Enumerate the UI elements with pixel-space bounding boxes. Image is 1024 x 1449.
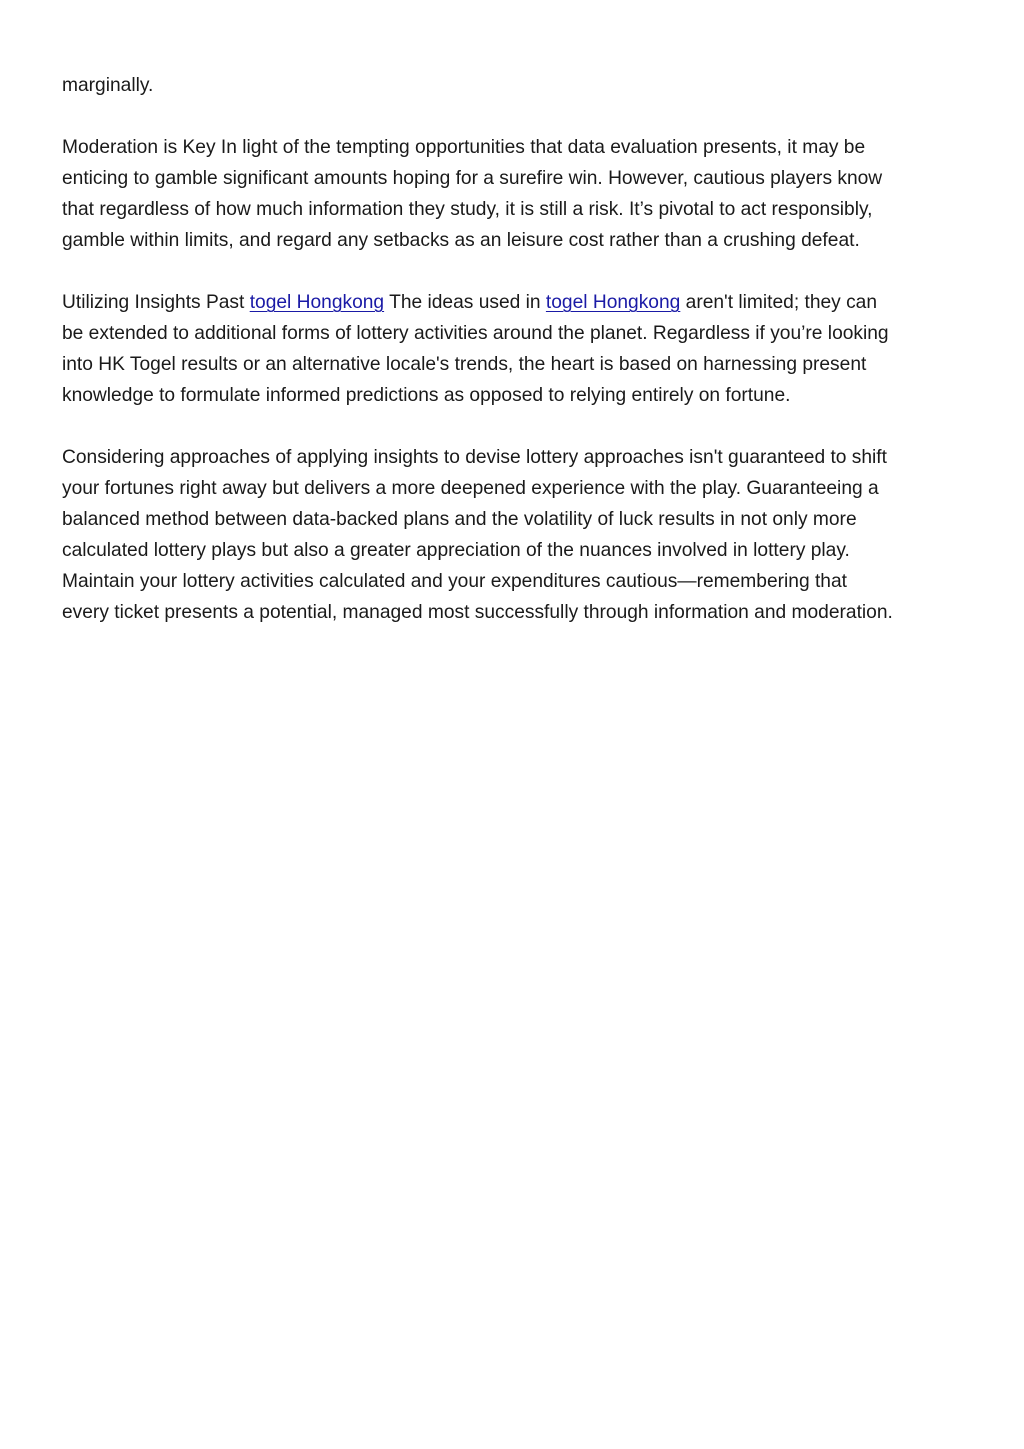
paragraph-considering-approaches xyxy=(62,442,962,628)
togel-hongkong-link-1[interactable]: togel Hongkong xyxy=(249,292,385,313)
text-line: Moderation is Key In light of the tempting opportunities that data evaluation presents, it may be xyxy=(62,137,866,158)
text-line: your fortunes right away but delivers a more deepened experience with the play. Guaranteeing a xyxy=(62,478,879,499)
text-line-with-links xyxy=(62,287,962,318)
text-line: enticing to gamble significant amounts hoping for a surefire win. However, cautious players know xyxy=(62,168,883,189)
text-line: be extended to additional forms of lottery activities around the planet. Regardless if you’re looking xyxy=(62,323,889,344)
text-segment: The ideas used in xyxy=(384,292,546,313)
text-line: Considering approaches of applying insights to devise lottery approaches isn't guaranteed to shift xyxy=(62,447,887,468)
text-line: balanced method between data-backed plans and the volatility of luck results in not only more xyxy=(62,509,857,530)
document-body xyxy=(62,70,962,659)
paragraph-continuation xyxy=(62,70,962,101)
text-segment: Utilizing Insights Past xyxy=(62,292,250,313)
text-segment: aren't limited; they can xyxy=(680,292,878,313)
text-line: gamble within limits, and regard any setbacks as an leisure cost rather than a crushing defeat. xyxy=(62,230,860,251)
paragraph-moderation xyxy=(62,132,962,256)
togel-hongkong-link-2[interactable]: togel Hongkong xyxy=(545,292,681,313)
text-line: knowledge to formulate informed predictions as opposed to relying entirely on fortune. xyxy=(62,385,791,406)
text-line: calculated lottery plays but also a greater appreciation of the nuances involved in lottery play. xyxy=(62,540,850,561)
text-line: that regardless of how much information they study, it is still a risk. It’s pivotal to act responsibly, xyxy=(62,199,873,220)
text-line: marginally. xyxy=(62,75,154,96)
text-line: every ticket presents a potential, managed most successfully through information and moderation. xyxy=(62,602,893,623)
text-line: into HK Togel results or an alternative locale's trends, the heart is based on harnessing present xyxy=(62,354,867,375)
text-line: Maintain your lottery activities calculated and your expenditures cautious—remembering that xyxy=(62,571,847,592)
paragraph-utilizing-insights xyxy=(62,287,962,411)
